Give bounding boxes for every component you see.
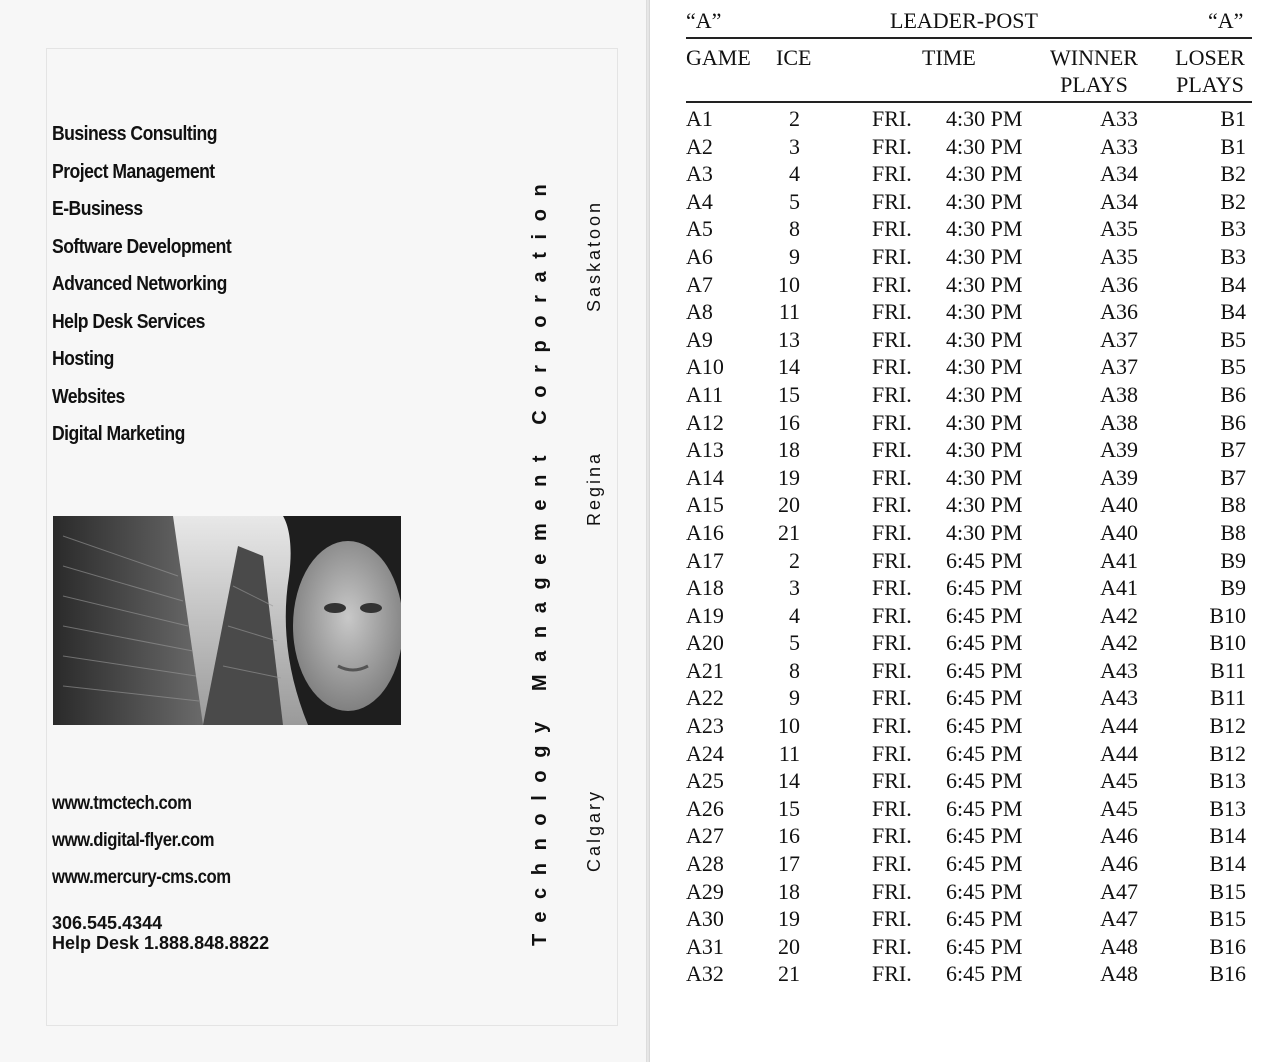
- cell-ice: 19: [778, 906, 800, 932]
- table-row: [0, 574, 1268, 602]
- cell-day: FRI.: [872, 243, 912, 269]
- columns-rule: [686, 101, 1252, 103]
- cell-game: A5: [686, 216, 713, 242]
- column-header-loser-plays: [1170, 44, 1250, 98]
- cell-ice: 5: [789, 630, 800, 656]
- cell-time: 6:45 PM: [946, 575, 1023, 601]
- cell-loser-plays: B1: [1220, 106, 1246, 131]
- table-row: [0, 878, 1268, 906]
- cell-game: A25: [686, 768, 724, 794]
- cell-time: 6:45 PM: [946, 657, 1023, 683]
- cell-ice: 21: [778, 961, 800, 987]
- cell-ice: 15: [778, 381, 800, 407]
- cell-game: A9: [686, 326, 713, 352]
- cell-loser-plays: B8: [1220, 492, 1246, 518]
- city-label: Saskatoon: [584, 199, 604, 312]
- cell-ice: 11: [778, 740, 800, 766]
- cell-day: FRI.: [872, 685, 912, 711]
- cell-game: A20: [686, 630, 724, 656]
- cell-day: FRI.: [872, 216, 912, 242]
- cell-ice: 19: [778, 464, 800, 490]
- cell-time: 6:45 PM: [946, 823, 1023, 849]
- cell-ice: 18: [778, 437, 800, 463]
- cell-ice: 2: [789, 547, 800, 573]
- table-row: [0, 271, 1268, 299]
- table-row: [0, 105, 1268, 133]
- cell-winner-plays: A48: [1100, 933, 1138, 959]
- table-row: [0, 160, 1268, 188]
- cell-loser-plays: B4: [1220, 299, 1246, 325]
- cell-loser-plays: B11: [1210, 685, 1246, 711]
- cell-game: A17: [686, 547, 724, 573]
- cell-time: 4:30 PM: [946, 133, 1023, 159]
- cell-winner-plays: A44: [1100, 713, 1138, 739]
- cell-ice: 14: [778, 768, 800, 794]
- cell-loser-plays: B6: [1220, 409, 1246, 435]
- cell-ice: 20: [778, 492, 800, 518]
- cell-ice: 10: [778, 271, 800, 297]
- cell-winner-plays: A39: [1100, 437, 1138, 463]
- cell-game: A4: [686, 188, 713, 214]
- cell-winner-plays: A40: [1100, 519, 1138, 545]
- cell-time: 4:30 PM: [946, 216, 1023, 242]
- table-row: [0, 464, 1268, 492]
- cell-time: 6:45 PM: [946, 740, 1023, 766]
- service-item: Business Consulting: [52, 123, 218, 145]
- cell-day: FRI.: [872, 878, 912, 904]
- cell-game: A26: [686, 795, 724, 821]
- company-name: Technology Management Corporation: [529, 171, 551, 946]
- cell-loser-plays: B12: [1209, 740, 1246, 766]
- table-row: [0, 740, 1268, 768]
- column-header-loser: LOSER: [1175, 45, 1245, 70]
- table-row: [0, 243, 1268, 271]
- cell-time: 6:45 PM: [946, 795, 1023, 821]
- cell-loser-plays: B5: [1220, 354, 1246, 380]
- cell-time: 6:45 PM: [946, 906, 1023, 932]
- cell-ice: 21: [778, 519, 800, 545]
- cell-day: FRI.: [872, 795, 912, 821]
- cell-time: 6:45 PM: [946, 961, 1023, 987]
- table-row: [0, 519, 1268, 547]
- table-row: [0, 436, 1268, 464]
- cell-ice: 3: [789, 133, 800, 159]
- cell-winner-plays: A41: [1100, 575, 1138, 601]
- table-row: [0, 822, 1268, 850]
- cell-game: A22: [686, 685, 724, 711]
- service-item: Digital Marketing: [52, 423, 185, 445]
- cell-day: FRI.: [872, 271, 912, 297]
- cell-game: A3: [686, 161, 713, 187]
- cell-time: 6:45 PM: [946, 685, 1023, 711]
- cell-loser-plays: B2: [1220, 188, 1246, 214]
- cell-ice: 10: [778, 713, 800, 739]
- cell-day: FRI.: [872, 575, 912, 601]
- cell-time: 4:30 PM: [946, 354, 1023, 380]
- cell-loser-plays: B6: [1220, 381, 1246, 407]
- url-text: www.digital-flyer.com: [52, 830, 215, 851]
- cell-day: FRI.: [872, 851, 912, 877]
- cell-day: FRI.: [872, 492, 912, 518]
- cell-time: 4:30 PM: [946, 326, 1023, 352]
- cell-time: 4:30 PM: [946, 271, 1023, 297]
- cell-day: FRI.: [872, 630, 912, 656]
- cell-day: FRI.: [872, 161, 912, 187]
- cell-time: 6:45 PM: [946, 933, 1023, 959]
- cell-loser-plays: B10: [1209, 630, 1246, 656]
- service-item: Hosting: [52, 348, 114, 370]
- cell-winner-plays: A42: [1100, 602, 1138, 628]
- column-header-winner-plays-label: PLAYS: [1060, 72, 1128, 97]
- cell-ice: 20: [778, 933, 800, 959]
- cell-ice: 2: [789, 106, 800, 131]
- cell-winner-plays: A36: [1100, 299, 1138, 325]
- table-row: [0, 602, 1268, 630]
- cell-loser-plays: B15: [1209, 878, 1246, 904]
- cell-winner-plays: A41: [1100, 547, 1138, 573]
- table-row: [0, 657, 1268, 685]
- cell-time: 4:30 PM: [946, 106, 1023, 131]
- cell-ice: 15: [778, 795, 800, 821]
- cell-day: FRI.: [872, 464, 912, 490]
- cell-loser-plays: B14: [1209, 851, 1246, 877]
- cell-winner-plays: A37: [1100, 354, 1138, 380]
- cell-ice: 16: [778, 409, 800, 435]
- cell-winner-plays: A38: [1100, 381, 1138, 407]
- cell-game: A16: [686, 519, 724, 545]
- cell-winner-plays: A34: [1100, 188, 1138, 214]
- cell-ice: 8: [789, 216, 800, 242]
- cell-time: 6:45 PM: [946, 713, 1023, 739]
- cell-loser-plays: B8: [1220, 519, 1246, 545]
- cell-game: A19: [686, 602, 724, 628]
- table-row: [0, 767, 1268, 795]
- city-label: Calgary: [584, 788, 604, 872]
- cell-time: 4:30 PM: [946, 188, 1023, 214]
- cell-day: FRI.: [872, 657, 912, 683]
- cell-loser-plays: B3: [1220, 243, 1246, 269]
- cell-day: FRI.: [872, 547, 912, 573]
- cell-winner-plays: A46: [1100, 851, 1138, 877]
- cell-loser-plays: B3: [1220, 216, 1246, 242]
- cell-loser-plays: B7: [1220, 464, 1246, 490]
- url-text: www.tmctech.com: [52, 793, 192, 814]
- cell-winner-plays: A45: [1100, 768, 1138, 794]
- cell-day: FRI.: [872, 299, 912, 325]
- service-item: Help Desk Services: [52, 310, 205, 333]
- cell-winner-plays: A38: [1100, 409, 1138, 435]
- city-label: Regina: [584, 450, 604, 526]
- cell-day: FRI.: [872, 906, 912, 932]
- column-header-winner: WINNER: [1050, 45, 1138, 70]
- cell-game: A2: [686, 133, 713, 159]
- cell-winner-plays: A48: [1100, 961, 1138, 987]
- service-item: Software Development: [52, 235, 232, 258]
- table-row: [0, 409, 1268, 437]
- column-header-ice: ICE: [776, 45, 812, 70]
- cell-game: A8: [686, 299, 713, 325]
- cell-time: 6:45 PM: [946, 630, 1023, 656]
- header-rule: [686, 37, 1252, 39]
- cell-time: 6:45 PM: [946, 878, 1023, 904]
- cell-loser-plays: B15: [1209, 906, 1246, 932]
- service-item: Advanced Networking: [52, 273, 227, 295]
- cell-ice: 3: [789, 575, 800, 601]
- cell-loser-plays: B1: [1220, 133, 1246, 159]
- cell-game: A32: [686, 961, 724, 987]
- table-row: [0, 188, 1268, 216]
- cell-loser-plays: B9: [1220, 547, 1246, 573]
- cell-winner-plays: A39: [1100, 464, 1138, 490]
- table-row: [0, 684, 1268, 712]
- cell-loser-plays: B2: [1220, 161, 1246, 187]
- table-row: [0, 629, 1268, 657]
- cell-winner-plays: A46: [1100, 823, 1138, 849]
- cell-loser-plays: B13: [1209, 795, 1246, 821]
- cell-winner-plays: A47: [1100, 906, 1138, 932]
- cell-winner-plays: A45: [1100, 795, 1138, 821]
- cell-time: 4:30 PM: [946, 492, 1023, 518]
- cell-time: 4:30 PM: [946, 381, 1023, 407]
- cell-time: 4:30 PM: [946, 409, 1023, 435]
- cell-game: A24: [686, 740, 724, 766]
- cell-winner-plays: A35: [1100, 243, 1138, 269]
- cell-game: A31: [686, 933, 724, 959]
- cell-time: 6:45 PM: [946, 768, 1023, 794]
- table-row: [0, 547, 1268, 575]
- cell-winner-plays: A43: [1100, 685, 1138, 711]
- service-item: Websites: [52, 385, 125, 408]
- cell-winner-plays: A42: [1100, 630, 1138, 656]
- cell-ice: 13: [778, 326, 800, 352]
- cell-loser-plays: B11: [1210, 657, 1246, 683]
- column-header-winner-plays: [1046, 44, 1142, 98]
- cell-winner-plays: A33: [1100, 133, 1138, 159]
- cell-loser-plays: B12: [1209, 713, 1246, 739]
- cell-winner-plays: A34: [1100, 161, 1138, 187]
- url-text: www.mercury-cms.com: [52, 867, 231, 888]
- cell-winner-plays: A44: [1100, 740, 1138, 766]
- cell-day: FRI.: [872, 188, 912, 214]
- cell-time: 6:45 PM: [946, 602, 1023, 628]
- cell-game: A11: [686, 381, 724, 407]
- cell-ice: 8: [789, 657, 800, 683]
- cell-winner-plays: A36: [1100, 271, 1138, 297]
- cell-time: 4:30 PM: [946, 243, 1023, 269]
- table-row: [0, 905, 1268, 933]
- cell-game: A6: [686, 243, 713, 269]
- cell-game: A28: [686, 851, 724, 877]
- cell-ice: 9: [789, 685, 800, 711]
- table-row: [0, 298, 1268, 326]
- cell-loser-plays: B4: [1220, 271, 1246, 297]
- table-row: [0, 712, 1268, 740]
- cell-game: A30: [686, 906, 724, 932]
- cell-game: A10: [686, 354, 724, 380]
- table-row: [0, 795, 1268, 823]
- table-row: [0, 381, 1268, 409]
- cell-day: FRI.: [872, 713, 912, 739]
- draw-title: LEADER-POST: [890, 8, 1038, 33]
- cell-ice: 5: [789, 188, 800, 214]
- cell-day: FRI.: [872, 437, 912, 463]
- cell-day: FRI.: [872, 133, 912, 159]
- cell-ice: 17: [778, 851, 800, 877]
- table-row: [0, 933, 1268, 961]
- cell-loser-plays: B16: [1209, 933, 1246, 959]
- cell-ice: 4: [789, 602, 800, 628]
- cell-time: 4:30 PM: [946, 437, 1023, 463]
- phone-number: 306.545.4344: [52, 913, 163, 933]
- cell-ice: 9: [789, 243, 800, 269]
- table-row: [0, 353, 1268, 381]
- cell-winner-plays: A40: [1100, 492, 1138, 518]
- cell-ice: 14: [778, 354, 800, 380]
- draw-letter-right: “A”: [1208, 8, 1244, 33]
- cell-day: FRI.: [872, 326, 912, 352]
- table-row: [0, 850, 1268, 878]
- cell-time: 4:30 PM: [946, 161, 1023, 187]
- cell-day: FRI.: [872, 740, 912, 766]
- table-row: [0, 491, 1268, 519]
- cell-day: FRI.: [872, 823, 912, 849]
- service-item: Project Management: [52, 160, 215, 183]
- cell-ice: 11: [778, 299, 800, 325]
- cell-time: 4:30 PM: [946, 299, 1023, 325]
- cell-day: FRI.: [872, 768, 912, 794]
- cell-game: A18: [686, 575, 724, 601]
- cell-winner-plays: A47: [1100, 878, 1138, 904]
- column-header-loser-plays-label: PLAYS: [1176, 72, 1244, 97]
- column-header-game: GAME: [686, 45, 751, 70]
- cell-winner-plays: A37: [1100, 326, 1138, 352]
- cell-ice: 18: [778, 878, 800, 904]
- cell-day: FRI.: [872, 519, 912, 545]
- cell-game: A23: [686, 713, 724, 739]
- cell-game: A7: [686, 271, 713, 297]
- cell-day: FRI.: [872, 933, 912, 959]
- cell-ice: 16: [778, 823, 800, 849]
- table-row: [0, 133, 1268, 161]
- cell-day: FRI.: [872, 106, 912, 131]
- column-header-time: TIME: [922, 45, 976, 70]
- cell-day: FRI.: [872, 381, 912, 407]
- cell-game: A21: [686, 657, 724, 683]
- cell-loser-plays: B14: [1209, 823, 1246, 849]
- cell-game: A12: [686, 409, 724, 435]
- cell-loser-plays: B13: [1209, 768, 1246, 794]
- cell-game: A27: [686, 823, 724, 849]
- cell-game: A29: [686, 878, 724, 904]
- draw-table-body: [0, 105, 1268, 988]
- help-desk-number: Help Desk 1.888.848.8822: [52, 933, 270, 953]
- cell-winner-plays: A35: [1100, 216, 1138, 242]
- cell-day: FRI.: [872, 961, 912, 987]
- cell-loser-plays: B16: [1209, 961, 1246, 987]
- cell-winner-plays: A43: [1100, 657, 1138, 683]
- draw-letter-left: “A”: [686, 8, 722, 33]
- cell-time: 6:45 PM: [946, 851, 1023, 877]
- cell-day: FRI.: [872, 354, 912, 380]
- cell-game: A13: [686, 437, 724, 463]
- cell-game: A1: [686, 106, 713, 131]
- cell-day: FRI.: [872, 409, 912, 435]
- table-row: [0, 215, 1268, 243]
- cell-winner-plays: A33: [1100, 106, 1138, 131]
- service-item: E-Business: [52, 198, 143, 220]
- cell-game: A15: [686, 492, 724, 518]
- table-row: [0, 326, 1268, 354]
- cell-loser-plays: B7: [1220, 437, 1246, 463]
- cell-loser-plays: B5: [1220, 326, 1246, 352]
- cell-loser-plays: B10: [1209, 602, 1246, 628]
- cell-game: A14: [686, 464, 724, 490]
- table-row: [0, 960, 1268, 988]
- cell-loser-plays: B9: [1220, 575, 1246, 601]
- cell-day: FRI.: [872, 602, 912, 628]
- cell-time: 4:30 PM: [946, 464, 1023, 490]
- cell-ice: 4: [789, 161, 800, 187]
- cell-time: 6:45 PM: [946, 547, 1023, 573]
- cell-time: 4:30 PM: [946, 519, 1023, 545]
